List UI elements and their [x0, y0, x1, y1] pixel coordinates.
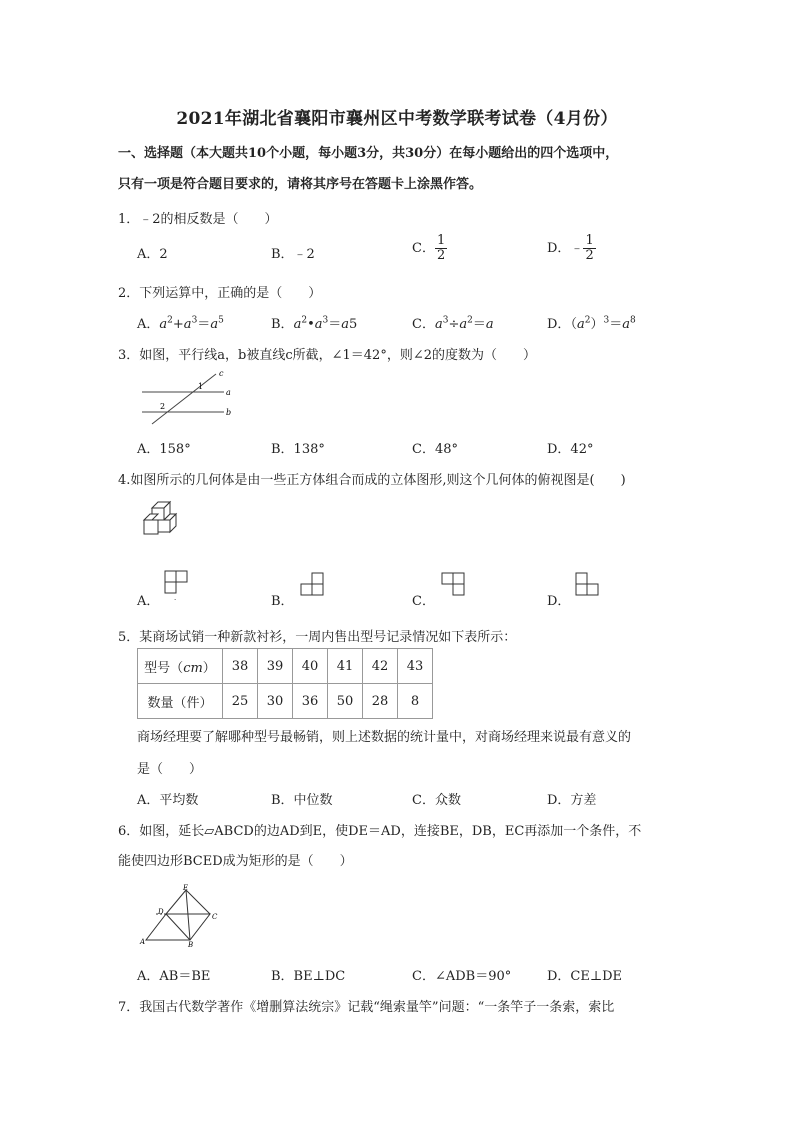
q2-option-d: D．$(a^2)^3=a^8$ — [547, 315, 636, 332]
q4-option-a-view — [164, 570, 190, 600]
question-7-line1: 7．我国古代数学著作《增删算法统宗》记载“绳索量竿”问题：“一条竿子一条索，索比 — [118, 1000, 615, 1015]
question-5-text-line1: 商场经理要了解哪种型号最畅销，则上述数据的统计量中，对商场经理来说最有意义的 — [137, 730, 632, 745]
table-cell: 25 — [223, 684, 258, 719]
label-angle-1: 1 — [198, 382, 204, 391]
q1-option-a: A．2 — [137, 247, 168, 262]
q5-option-a: A．平均数 — [137, 793, 199, 808]
q2-option-b: B．$a^2•a^3=a5$ — [271, 315, 358, 332]
parallel-lines-figure — [140, 368, 240, 426]
q4-option-d-view — [575, 572, 601, 598]
label-angle-2: 2 — [160, 402, 166, 411]
parallelogram-figure — [138, 884, 224, 950]
table-cell: 30 — [258, 684, 293, 719]
option-label: B． — [271, 317, 294, 332]
svg-text:.: . — [174, 594, 177, 600]
cube-solid-figure — [138, 500, 180, 542]
denominator: 2 — [436, 248, 446, 263]
fraction — [583, 234, 595, 263]
q6-option-b: B．BE⊥DC — [271, 969, 346, 984]
q4-option-d: D． — [547, 594, 571, 609]
q4-option-b: B． — [271, 594, 294, 609]
question-2-stem: 2．下列运算中，正确的是（ ） — [118, 286, 322, 301]
q6-option-c: C．∠ADB＝90° — [412, 969, 512, 984]
label-b: b — [226, 408, 232, 417]
line-c — [152, 374, 216, 424]
table-row — [138, 684, 433, 719]
option-label: D． — [547, 317, 571, 332]
q3-option-d: D．42° — [547, 442, 594, 457]
q4-option-c-view — [441, 572, 467, 598]
q1-option-d-label: D． — [547, 241, 571, 256]
table-cell: 8 — [398, 684, 433, 719]
q3-option-b: B．138° — [271, 442, 325, 457]
table-row — [138, 649, 433, 684]
question-5-text-line2: 是（ ） — [137, 762, 203, 777]
q6-option-a: A．AB＝BE — [137, 969, 211, 984]
label-a: A — [140, 938, 146, 946]
q4-option-b-view — [300, 572, 326, 598]
table-cell: 38 — [223, 649, 258, 684]
table-cell: 40 — [293, 649, 328, 684]
table-cell: 28 — [363, 684, 398, 719]
table-cell: 43 — [398, 649, 433, 684]
q4-option-a: A． — [137, 594, 160, 609]
numerator: 1 — [585, 233, 594, 248]
q2-option-a: A．$a^2+a^3=a^5$ — [137, 315, 224, 332]
q1-option-c-label: C． — [412, 241, 435, 256]
label-c: C — [212, 913, 218, 921]
table-header-size: 型号（cm） — [138, 649, 223, 684]
section-heading-line1: 一、选择题（本大题共10个小题，每小题3分，共30分）在每小题给出的四个选项中， — [118, 146, 619, 161]
table-cell: 41 — [328, 649, 363, 684]
q2-option-c: C．$a^3\div a^2=a$ — [412, 315, 494, 332]
question-6-line1: 6．如图，延长▱ABCD的边AD到E，使DE＝AD，连接BE，DB，EC再添加一个条件，不 — [118, 824, 642, 839]
q4-option-c: C． — [412, 594, 435, 609]
q5-option-b: B．中位数 — [271, 793, 333, 808]
q1-option-b: B．﹣2 — [271, 247, 315, 262]
denominator: 2 — [585, 248, 594, 263]
label-b: B — [188, 941, 194, 949]
label-a: a — [226, 388, 231, 397]
q1-option-c — [412, 234, 447, 263]
question-4-stem: 4.如图所示的几何体是由一些正方体组合而成的立体图形,则这个几何体的俯视图是( ) — [118, 473, 626, 488]
table-cell: 36 — [293, 684, 328, 719]
q3-option-a: A．158° — [137, 442, 191, 457]
question-5-stem: 5．某商场试销一种新款衬衫，一周内售出型号记录情况如下表所示： — [118, 630, 517, 645]
q6-option-d: D．CE⊥DE — [547, 969, 622, 984]
q5-option-d: D．方差 — [547, 793, 597, 808]
fraction — [435, 234, 447, 263]
option-label: C． — [412, 317, 435, 332]
page-title: 2021年湖北省襄阳市襄州区中考数学联考试卷（4月份） — [176, 109, 618, 129]
q1-option-d — [547, 234, 596, 263]
label-c: c — [219, 369, 224, 378]
q5-option-c: C．众数 — [412, 793, 461, 808]
table-cell: 50 — [328, 684, 363, 719]
question-3-stem: 3．如图，平行线a，b被直线c所截，∠1＝42°，则∠2的度数为（ ） — [118, 348, 536, 363]
question-6-line2: 能使四边形BCED成为矩形的是（ ） — [118, 854, 353, 869]
size-sales-table — [137, 648, 433, 719]
option-label: A． — [137, 317, 160, 332]
table-cell: 42 — [363, 649, 398, 684]
minus-sign: ﹣ — [570, 241, 584, 256]
table-header-count: 数量（件） — [138, 684, 223, 719]
question-1-stem: 1．﹣2的相反数是（ ） — [118, 212, 278, 227]
numerator: 1 — [436, 233, 446, 248]
section-heading-line2: 只有一项是符合题目要求的，请将其序号在答题卡上涂黑作答。 — [118, 177, 483, 192]
table-cell: 39 — [258, 649, 293, 684]
label-e: E — [183, 884, 189, 892]
q3-option-c: C．48° — [412, 442, 458, 457]
label-d: D — [158, 908, 164, 916]
